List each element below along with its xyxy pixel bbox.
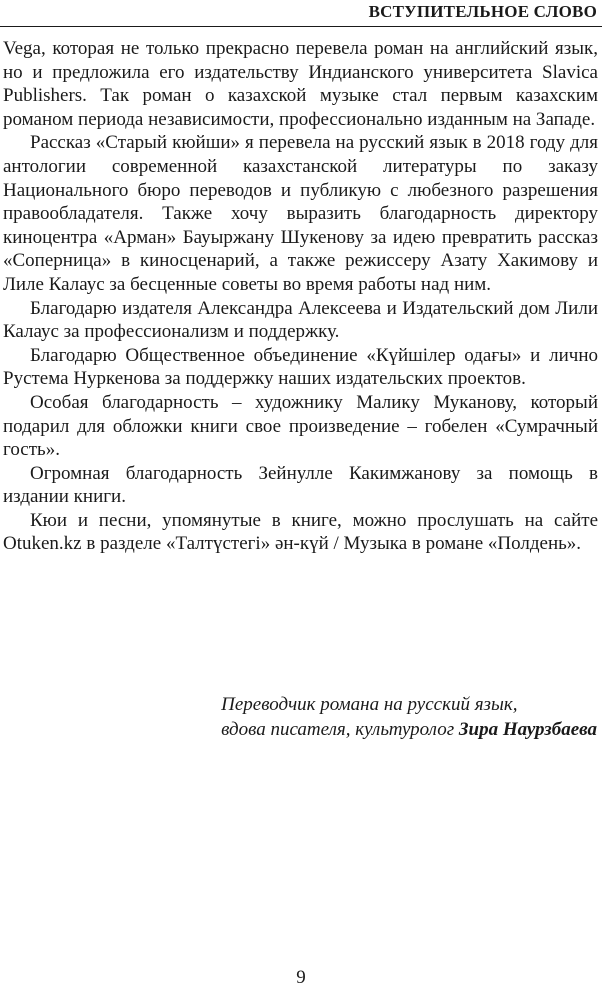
page-number: 9 [296,967,306,988]
body-text [3,37,598,556]
paragraph: Благодарю издателя Александра Алексеева и Издательский дом Лили Калаус за профессионализм и поддержку. [3,297,598,343]
running-header: ВСТУПИТЕЛЬНОЕ СЛОВО [368,2,597,21]
signature-title-line [221,717,597,742]
signature-role-line: Переводчик романа на русский язык, [221,694,518,715]
paragraph: Vega, которая не только прекрасно перевела роман на английский язык, но и предложила его издательству Индианского университета Slavica Publishers. Так роман о казахской музыке стал первым казахским романом периода независимости, профессионально изданным на Западе. [3,38,598,130]
signature-title-text: вдова писателя, культуролог [221,719,459,740]
paragraph: Огромная благодарность Зейнулле Какимжанову за помощь в издании книги. [3,462,598,508]
paragraph: Кюи и песни, упомянутые в книге, можно прослушать на сайте Otuken.kz в разделе «Талтүстегі» ән-күй / Музыка в романе «Полдень». [3,509,598,555]
paragraph: Рассказ «Старый кюйши» я перевела на русский язык в 2018 году для антологии современной казахстанской литературы по заказу Национального бюро переводов и публикую с любезного разрешения правообладателя. Также хочу выразить благодарность директору киноцентра «Арман» Бауыржану Шукенову за идею превратить рассказ «Соперница» в киносценарий, а также режиссеру Азату Хакимову и Лиле Калаус за бесценные советы во время работы над ним. [3,132,598,295]
paragraph: Особая благодарность – художнику Малику Муканову, который подарил для обложки книги свое произведение – гобелен «Сумрачный гость». [3,391,598,461]
header-rule [0,26,602,27]
paragraph: Благодарю Общественное объединение «Күйшілер одағы» и лично Рустема Нуркенова за поддержку наших издательских проектов. [3,344,598,390]
signature-block [221,692,597,742]
signature-name: Зира Наурзбаева [458,719,597,740]
